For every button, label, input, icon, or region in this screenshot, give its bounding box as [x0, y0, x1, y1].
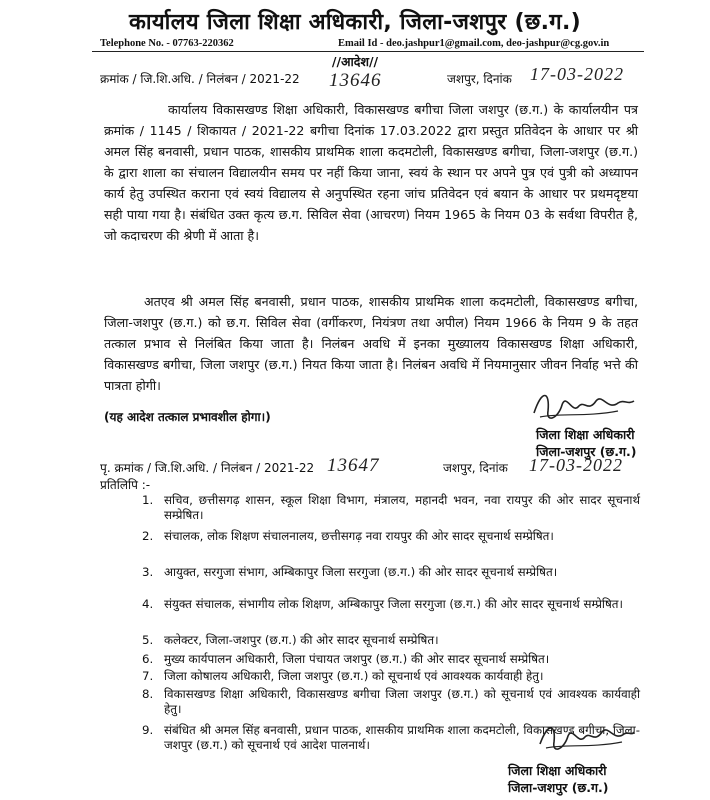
copy-date: 17-03-2022 [529, 455, 623, 475]
order-paragraph-1: कार्यालय विकासखण्ड शिक्षा अधिकारी, विकासखण्ड बगीचा जिला जशपुर (छ.ग.) के कार्यालयीन पत्र क्रमांक / 1145 / शिकायत / 2021-22 बगीचा दिनांक 17.03.2022 द्वारा प्रस्तुत प्रतिवेदन के आधार पर श्री अमल सिंह बनवासी, प्रधान पाठक, शासकीय प्राथमिक शाला कदमटोली, विकासखण्ड बगीचा, जिला-जशपुर (छ.ग.) के द्वारा शाला का संचालन विद्यालयीन समय पर नहीं किया जाना, स्वयं के स्थान पर अपने पुत्र एवं पुत्री को अध्यापन कार्य हेतु उपस्थित कराना एवं स्वयं विद्यालय से अनुपस्थित रहना जांच प्रतिवेदन एवं बयान के आधार पर प्रथमदृष्टया सही पाया गया है। संबंधित उक्त कृत्य छ.ग. सिविल सेवा (आचरण) नियम 1965 के नियम 03 के सर्वथा विपरीत है, जो कदाचरण की श्रेणी में आता है। [104, 102, 638, 243]
signature-2-designation: जिला शिक्षा अधिकारी [508, 763, 607, 778]
signature-1-place: जिला-जशपुर (छ.ग.) [536, 444, 637, 459]
order-date: 17-03-2022 [530, 64, 624, 84]
copy-heading: प्रतिलिपि :- [100, 478, 151, 492]
order-paragraph-2: अतएव श्री अमल सिंह बनवासी, प्रधान पाठक, शासकीय प्राथमिक शाला कदमटोली, विकासखण्ड बगीचा, जिला-जशपुर (छ.ग.) को छ.ग. सिविल सेवा (वर्गीकरण, नियंत्रण तथा अपील) नियम 1966 के नियम 9 के तहत तत्काल प्रभाव से निलंबित किया जाता है। निलंबन अवधि में इनका मुख्यालय विकासखण्ड शिक्षा अधिकारी, विकासखण्ड बगीचा, जिला जशपुर (छ.ग.) नियत किया जाता है। निलंबन अवधि में नियमानुसार जीवन निर्वाह भत्ते की पात्रता होगी। [104, 294, 638, 393]
signature-2 [536, 716, 636, 760]
signature-2-place: जिला-जशपुर (छ.ग.) [508, 780, 609, 795]
telephone-number: Telephone No. - 07763-220362 [100, 38, 234, 49]
order-ref-number: 13646 [329, 70, 382, 91]
effect-note: (यह आदेश तत्काल प्रभावशील होगा।) [104, 410, 271, 424]
order-place-date-label: जशपुर, दिनांक [447, 72, 512, 86]
copy-ref-number: 13647 [327, 455, 380, 476]
copy-ref-label: पृ. क्रमांक / जि.शि.अधि. / निलंबन / 2021-22 [100, 461, 315, 475]
signature-1-designation: जिला शिक्षा अधिकारी [536, 427, 635, 442]
order-heading: //आदेश// [331, 54, 379, 69]
signature-1 [528, 383, 638, 431]
email-address: Email Id - deo.jashpur1@gmail.com, deo-jashpur@cg.gov.in [338, 38, 610, 49]
order-ref-label: क्रमांक / जि.शि.अधि. / निलंबन / 2021-22 [100, 72, 300, 86]
copy-place-date-label: जशपुर, दिनांक [443, 461, 508, 475]
header-rule [92, 51, 644, 52]
office-title: कार्यालय जिला शिक्षा अधिकारी, जिला-जशपुर (छ.ग.) [129, 10, 581, 35]
order-document: कार्यालय जिला शिक्षा अधिकारी, जिला-जशपुर (छ.ग.) Telephone No. - 07763-220362 Email Id - deo.jashpur1@gmail.com, deo-jashpur@cg.gov.in //आदेश// क्रमांक / जि.शि.अधि. / निलंबन / 2021-22 13646 जशपुर, दिनांक 17-03-2022 कार्यालय विकासखण्ड शिक्षा अधिकारी, विकासखण्ड बगीचा जिला जशपुर (छ.ग.) के कार्यालयीन पत्र क्रमांक / 1145 / शिकायत / 2021-22 बगीचा दिनांक 17.03.2022 द्वारा प्रस्तुत प्रतिवेदन के आधार पर श्री अमल सिंह बनवासी, प्रधान पाठक, शासकीय प्राथमिक शाला कदमटोली, विकासखण्ड बगीचा, जिला-जशपुर (छ.ग.) के द्वारा शाला का संचालन विद्यालयीन समय पर नहीं किया जाना, स्वयं के स्थान पर अपने पुत्र एवं पुत्री को अध्यापन कार्य हेतु उपस्थित कराना एवं स्वयं विद्यालय से अनुपस्थित रहना जांच प्रतिवेदन एवं बयान के आधार पर प्रथमदृष्टया सही पाया गया है। संबंधित उक्त कृत्य छ.ग. सिविल सेवा (आचरण) नियम 1965 के नियम 03 के सर्वथा विपरीत है, जो कदाचरण की श्रेणी में आता है। अतएव श्री अमल सिंह बनवासी, प्रधान पाठक, शासकीय प्राथमिक शाला कदमटोली, विकासखण्ड बगीचा, जिला-जशपुर (छ.ग.) को छ.ग. सिविल सेवा (वर्गीकरण, नियंत्रण तथा अपील) नियम 1966 के नियम 9 के तहत तत्काल प्रभाव से निलंबित किया जाता है। निलंबन अवधि में इनका मुख्यालय विकासखण्ड शिक्षा अधिकारी, विकासखण्ड बगीचा, जिला जशपुर (छ.ग.) नियत किया जाता है। निलंबन अवधि में नियमानुसार जीवन निर्वाह भत्ते की पात्रता होगी। (यह आदेश तत्काल प्रभावशील होगा।) जिला शिक्षा अधिकारी जिला-जशपुर (छ.ग.) पृ. क्रमांक / जि.शि.अधि. / निलंबन / 2021-22 13647 जशपुर, दिनांक 17-03-2022 प्रतिलिपि :- 1. सचिव, छत्तीसगढ़ शासन, स्कूल शिक्षा विभाग, मंत्रालय, महानदी भवन, नवा रायपुर की ओर सादर सूचनार्थ सम्प्रेषित। 2. संचालक, लोक शिक्षण संचालनालय, छत्तीसगढ़ नवा रायपुर की ओर सादर सूचनार्थ सम्प्रेषित। 3. आयुक्त, सरगुजा संभाग, अम्बिकापुर जिला सरगुजा (छ.ग.) की ओर सादर सूचनार्थ सम्प्रेषित। 4. संयुक्त संचालक, संभागीय लोक शिक्षण, अम्बिकापुर जिला सरगुजा (छ.ग.) की ओर सादर सूचनार्थ सम्प्रेषित। 5. कलेक्टर, जिला-जशपुर (छ.ग.) की ओर सादर सूचनार्थ सम्प्रेषित। 6. मुख्य कार्यपालन अधिकारी, जिला पंचायत जशपुर (छ.ग.) की ओर सादर सूचनार्थ सम्प्रेषित। 7. जिला कोषालय अधिकारी, जिला जशपुर (छ.ग.) को सूचनार्थ एवं आवश्यक कार्यवाही हेतु। 8. विकासखण्ड शिक्षा अधिकारी, विकासखण्ड बगीचा जिला जशपुर (छ.ग.) को सूचनार्थ एवं आवश्यक कार्यवाही हेतु। 9. संबंधित श्री अमल सिंह बनवासी, प्रधान पाठक, शासकीय प्राथमिक शाला कदमटोली, विकासखण्ड बगीचा, जिला-जशपुर (छ.ग.) को सूचनार्थ एवं आदेश पालनार्थ। जिला शिक्षा अधिकारी जिला-जशपुर (छ.ग.) [0, 0, 710, 800]
